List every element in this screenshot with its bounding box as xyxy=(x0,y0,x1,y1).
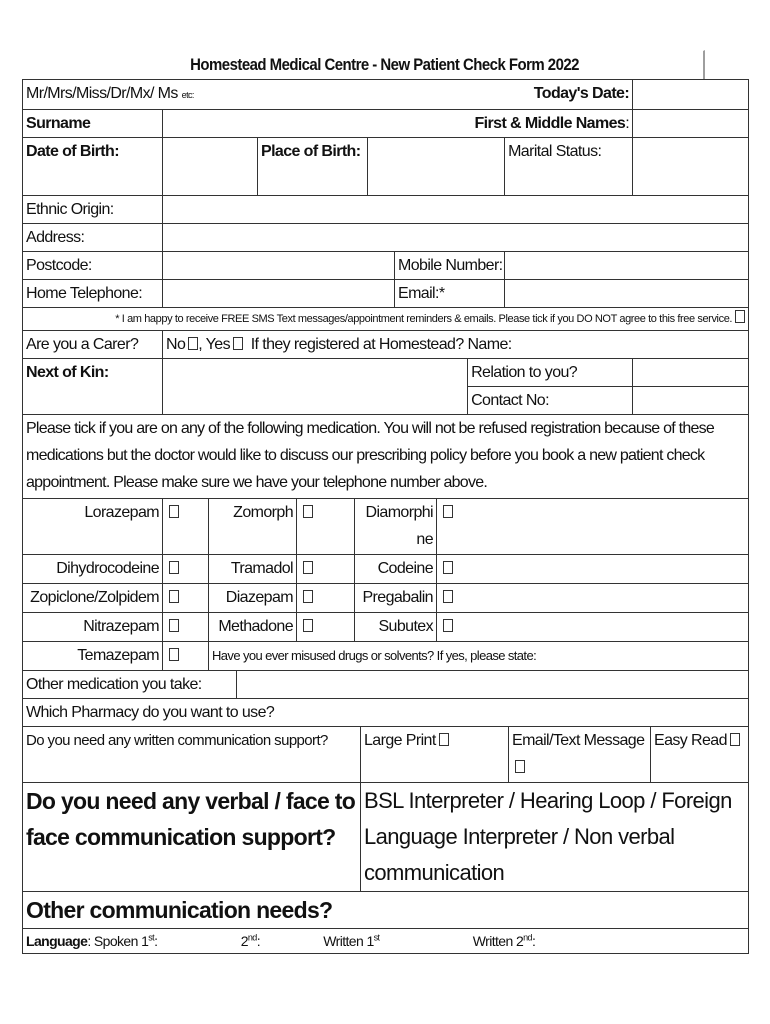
contact-no-field[interactable] xyxy=(633,387,749,415)
first-middle-label: First & Middle Names: xyxy=(468,110,633,138)
postcode-field[interactable] xyxy=(163,252,395,280)
form-table xyxy=(22,79,749,499)
med-diamorphine: Diamorphine xyxy=(355,499,437,555)
postcode-label: Postcode: xyxy=(23,252,163,280)
verbal-support-options[interactable]: BSL Interpreter / Hearing Loop / Foreign Language Interpreter / Non verbal communication xyxy=(361,783,749,892)
place-of-birth-field[interactable] xyxy=(368,138,505,196)
codeine-checkbox[interactable] xyxy=(443,561,453,574)
med-nitrazepam: Nitrazepam xyxy=(23,613,163,642)
next-of-kin-label: Next of Kin: xyxy=(23,359,163,387)
med-lorazepam: Lorazepam xyxy=(23,499,163,555)
title-label: Mr/Mrs/Miss/Dr/Mx/ Ms xyxy=(26,85,178,102)
form-title: Homestead Medical Centre - New Patient Check Form 2022 xyxy=(66,50,705,79)
carer-options: No , Yes If they registered at Homestead? Name: xyxy=(163,331,749,359)
other-medication-field[interactable] xyxy=(237,671,749,699)
next-of-kin-field[interactable] xyxy=(163,359,468,387)
ethnic-origin-label: Ethnic Origin: xyxy=(23,196,163,224)
easy-read-option: Easy Read xyxy=(651,727,749,783)
marital-status-label: Marital Status: xyxy=(505,138,633,196)
medication-note: Please tick if you are on any of the following medication. You will not be refused registration because of these medications but the doctor would like to discuss our prescribing policy before you book a new patient check appointment. Please make sure we have your telephone number above. xyxy=(23,415,749,499)
med-temazepam: Temazepam xyxy=(23,642,163,671)
email-text-checkbox[interactable] xyxy=(515,760,525,773)
dob-label: Date of Birth: xyxy=(23,138,163,196)
sms-opt-out-checkbox[interactable] xyxy=(735,310,745,323)
email-text-option: Email/Text Message xyxy=(509,727,651,783)
ethnic-origin-field[interactable] xyxy=(163,196,749,224)
zomorph-checkbox[interactable] xyxy=(303,505,313,518)
subutex-checkbox[interactable] xyxy=(443,619,453,632)
surname-field[interactable] xyxy=(163,110,468,138)
dihydrocodeine-checkbox[interactable] xyxy=(169,561,179,574)
misused-drugs-field[interactable]: Have you ever misused drugs or solvents? If yes, please state: xyxy=(209,642,749,671)
temazepam-checkbox[interactable] xyxy=(169,648,179,661)
med-zopiclone: Zopiclone/Zolpidem xyxy=(23,584,163,613)
dob-field[interactable] xyxy=(163,138,258,196)
mobile-label: Mobile Number: xyxy=(395,252,505,280)
medication-table xyxy=(22,498,749,671)
med-dihydrocodeine: Dihydrocodeine xyxy=(23,555,163,584)
methadone-checkbox[interactable] xyxy=(303,619,313,632)
other-medication-label: Other medication you take: xyxy=(23,671,237,699)
email-label: Email:* xyxy=(395,280,505,308)
pharmacy-field[interactable]: Which Pharmacy do you want to use? xyxy=(23,699,749,727)
mobile-field[interactable] xyxy=(505,252,749,280)
home-tel-field[interactable] xyxy=(163,280,395,308)
written-support-label: Do you need any written communication support? xyxy=(23,727,361,783)
lorazepam-checkbox[interactable] xyxy=(169,505,179,518)
title-label-cell: Mr/Mrs/Miss/Dr/Mx/ Ms etc: xyxy=(23,80,468,110)
relation-field[interactable] xyxy=(633,359,749,387)
verbal-support-label: Do you need any verbal / face to face communication support? xyxy=(23,783,361,892)
contact-no-label: Contact No: xyxy=(468,387,633,415)
address-label: Address: xyxy=(23,224,163,252)
marital-status-field[interactable] xyxy=(633,138,749,196)
pregabalin-checkbox[interactable] xyxy=(443,590,453,603)
tramadol-checkbox[interactable] xyxy=(303,561,313,574)
email-field[interactable] xyxy=(505,280,749,308)
surname-label: Surname xyxy=(23,110,163,138)
language-row[interactable]: Language: Spoken 1st: 2nd: Written 1st Written 2nd: xyxy=(23,929,749,954)
carer-no-checkbox[interactable] xyxy=(188,337,198,350)
patient-check-form xyxy=(22,50,748,954)
sms-consent: * I am happy to receive FREE SMS Text messages/appointment reminders & emails. Please tick if you DO NOT agree to this free service. xyxy=(23,308,749,331)
todays-date-field[interactable] xyxy=(633,80,749,110)
place-of-birth-label: Place of Birth: xyxy=(258,138,368,196)
address-field[interactable] xyxy=(163,224,749,252)
med-subutex: Subutex xyxy=(355,613,437,642)
med-tramadol: Tramadol xyxy=(209,555,297,584)
carer-yes-checkbox[interactable] xyxy=(233,337,243,350)
other-needs-label[interactable]: Other communication needs? xyxy=(23,892,749,929)
communication-table xyxy=(22,670,749,954)
zopiclone-checkbox[interactable] xyxy=(169,590,179,603)
diamorphine-checkbox[interactable] xyxy=(443,505,453,518)
large-print-checkbox[interactable] xyxy=(439,733,449,746)
med-pregabalin: Pregabalin xyxy=(355,584,437,613)
easy-read-checkbox[interactable] xyxy=(730,733,740,746)
home-tel-label: Home Telephone: xyxy=(23,280,163,308)
relation-label: Relation to you? xyxy=(468,359,633,387)
diazepam-checkbox[interactable] xyxy=(303,590,313,603)
med-zomorph: Zomorph xyxy=(209,499,297,555)
med-diazepam: Diazepam xyxy=(209,584,297,613)
todays-date-label: Today's Date: xyxy=(468,80,633,110)
nitrazepam-checkbox[interactable] xyxy=(169,619,179,632)
carer-label: Are you a Carer? xyxy=(23,331,163,359)
med-methadone: Methadone xyxy=(209,613,297,642)
large-print-option: Large Print xyxy=(361,727,509,783)
first-middle-field[interactable] xyxy=(633,110,749,138)
med-codeine: Codeine xyxy=(355,555,437,584)
